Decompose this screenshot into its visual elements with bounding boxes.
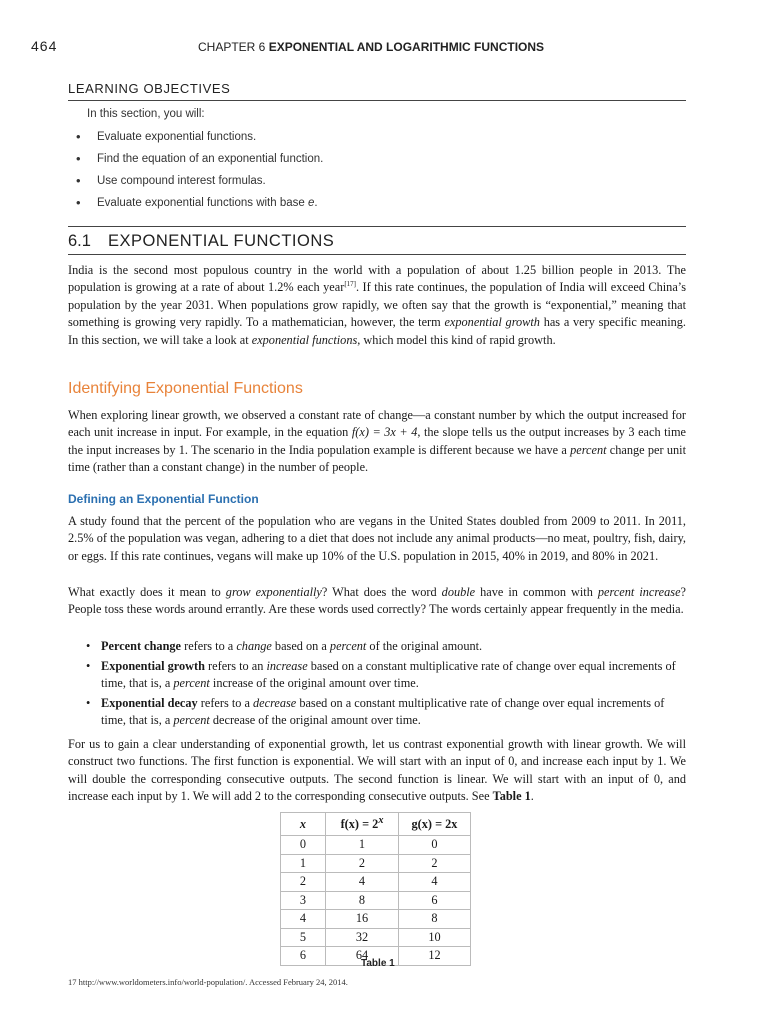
text: When exploring linear growth, we observed a constant rate of change—a constant number by which the output increased for each unit increase in input. For example, in the equation xyxy=(68,408,686,440)
table-caption: Table 1 xyxy=(361,958,395,969)
emphasis: percent xyxy=(570,442,607,457)
term: Exponential decay xyxy=(101,695,198,710)
objective-text: Use compound interest formulas. xyxy=(97,175,266,187)
divider xyxy=(68,100,686,101)
emphasis: percent xyxy=(329,639,367,653)
header-text: x xyxy=(299,816,307,831)
objective-item xyxy=(76,151,323,173)
text: . If this rate continues, the population of India will exceed China’s population by the year 2031. When populations grow rapidly, we often say that the growth is “exponential,” meaning that something is growing very rapidly. To a mathematician, however, the term xyxy=(68,280,686,330)
objective-item xyxy=(76,173,323,195)
learning-objectives-title: LEARNING OBJECTIVES xyxy=(68,81,231,96)
table-cell: 0 xyxy=(281,836,326,855)
section-number: 6.1 xyxy=(68,232,91,250)
table-cell: 1 xyxy=(281,854,326,873)
emphasis: double xyxy=(441,585,476,599)
text: based on a xyxy=(271,639,330,653)
definition-list xyxy=(92,638,686,732)
table-header-row xyxy=(281,813,471,836)
intro-paragraph xyxy=(68,262,686,349)
emphasis: increase xyxy=(266,658,308,673)
term: Percent change xyxy=(101,639,182,653)
objective-text: Find the equation of an exponential function. xyxy=(97,153,324,165)
text: refers to an xyxy=(204,658,267,673)
chapter-label: CHAPTER 6 xyxy=(198,40,266,54)
page-number: 464 xyxy=(31,38,58,54)
footnote: 17 http://www.worldometers.info/world-population/. Accessed February 24, 2014. xyxy=(68,977,348,987)
chapter-title: EXPONENTIAL AND LOGARITHMIC FUNCTIONS xyxy=(268,40,545,54)
emphasis: change xyxy=(236,639,272,653)
text: have in common with xyxy=(475,585,598,599)
equation: f(x) = 3x + 4 xyxy=(351,425,418,440)
table-row xyxy=(281,891,471,910)
footnote-ref[interactable]: [17] xyxy=(344,280,356,289)
table-cell: 6 xyxy=(281,947,326,966)
emphasis: exponential functions xyxy=(251,332,358,347)
table-cell: 4 xyxy=(326,873,399,892)
header-g xyxy=(399,813,471,836)
text: refers to a xyxy=(181,639,237,653)
table-cell: 32 xyxy=(326,928,399,947)
table-cell: 0 xyxy=(399,836,471,855)
table-row xyxy=(281,928,471,947)
table-reference[interactable]: Table 1 xyxy=(492,789,531,804)
table-cell: 10 xyxy=(399,928,471,947)
table-row xyxy=(281,854,471,873)
text: based on a constant multiplicative rate of change over equal increments of time, that is, a xyxy=(101,695,665,727)
table-cell: 8 xyxy=(399,910,471,929)
text: , which model this kind of rapid growth. xyxy=(357,332,556,347)
emphasis: percent increase xyxy=(597,585,681,599)
emphasis: decrease xyxy=(253,695,297,710)
table-cell: 3 xyxy=(281,891,326,910)
vegan-paragraph: A study found that the percent of the population who are vegans in the United States doubled from 2009 to 2011. In 2011, 2.5% of the population was vegan, adhering to a diet that does not include any animal products—no meat, poultry, fish, dairy, or eggs. If this rate continues, vegans will make up 10% of the U.S. population in 2015, 40% in 2019, and 80% in 2021. xyxy=(68,514,686,563)
text: ? People toss these words around errantly. Are these words used correctly? The words certainly appear frequently in the media. xyxy=(68,585,686,617)
definition-item xyxy=(92,695,686,730)
text: of the original amount. xyxy=(366,639,483,653)
divider xyxy=(68,226,686,227)
objective-item xyxy=(76,195,323,217)
text: refers to a xyxy=(197,695,253,710)
objective-item xyxy=(76,129,323,151)
text: increase of the original amount over time. xyxy=(209,676,419,690)
table-cell: 2 xyxy=(326,854,399,873)
text: India is the second most populous country in the world with a population of about 1.25 billion people in 2013. The population is growing at a rate of about 1.2% each year xyxy=(68,263,686,295)
data-table xyxy=(280,812,471,966)
identifying-paragraph xyxy=(68,407,686,477)
table-cell: 2 xyxy=(281,873,326,892)
objective-em: e xyxy=(307,197,315,209)
table-cell: 6 xyxy=(399,891,471,910)
section-title: EXPONENTIAL FUNCTIONS xyxy=(108,232,335,250)
header-f xyxy=(326,813,399,836)
table-cell: 2 xyxy=(399,854,471,873)
table-cell: 4 xyxy=(281,910,326,929)
table-row xyxy=(281,836,471,855)
subsection-heading: Identifying Exponential Functions xyxy=(68,380,303,397)
header-text: f(x) = 2 xyxy=(340,817,379,832)
text: For us to gain a clear understanding of exponential growth, let us contrast exponential growth with linear growth. We will construct two functions. The first function is exponential. We will start with an input of 0, and increase each input by 1. We will double the corresponding consecutive outputs. The second function is linear. We will start with an input of 0, and increase each input by 1. We will add 2 to the corresponding consecutive outputs. See xyxy=(68,737,686,804)
text: , the slope tells us the output increases by 3 each time the input increases by 1. The scenario in the India population example is different because we have a xyxy=(68,425,687,457)
table-cell: 8 xyxy=(326,891,399,910)
text: What exactly does it mean to xyxy=(68,585,226,599)
question-paragraph xyxy=(68,584,686,619)
emphasis: grow exponentially xyxy=(225,585,322,599)
emphasis: percent xyxy=(173,676,210,690)
table-cell: 1 xyxy=(326,836,399,855)
table-cell: 5 xyxy=(281,928,326,947)
contrast-paragraph xyxy=(68,736,686,806)
divider xyxy=(68,254,686,255)
text: . xyxy=(530,789,534,804)
table-row xyxy=(281,910,471,929)
objective-text: Evaluate exponential functions. xyxy=(97,131,257,143)
table-cell: 16 xyxy=(326,910,399,929)
definition-item xyxy=(92,638,686,656)
table-cell: 4 xyxy=(399,873,471,892)
definition-item xyxy=(92,658,686,693)
text: ? What does the word xyxy=(321,585,442,599)
text: decrease of the original amount over time. xyxy=(209,713,421,727)
table-row xyxy=(281,873,471,892)
text: change per unit time (rather than a constant change) in the number of people. xyxy=(68,442,687,475)
running-head xyxy=(198,40,544,54)
header-exponent: x xyxy=(378,815,384,827)
header-text: g(x) = 2x xyxy=(411,816,458,831)
subsubsection-heading: Defining an Exponential Function xyxy=(68,492,259,506)
learning-objectives-intro: In this section, you will: xyxy=(87,108,205,120)
objective-text: Evaluate exponential functions with base xyxy=(97,197,308,209)
text: based on a constant multiplicative rate of change over equal increments of time, that is, a xyxy=(101,658,676,690)
table-cell: 64 xyxy=(326,947,399,966)
text: has a very specific meaning. In this section, we will take a look at xyxy=(68,315,686,347)
learning-objectives-list xyxy=(76,129,323,217)
objective-end: . xyxy=(314,197,318,209)
table-cell: 12 xyxy=(399,947,471,966)
header-x xyxy=(281,813,326,836)
emphasis: percent xyxy=(173,713,210,727)
term: Exponential growth xyxy=(101,658,205,673)
emphasis: exponential growth xyxy=(444,315,540,330)
